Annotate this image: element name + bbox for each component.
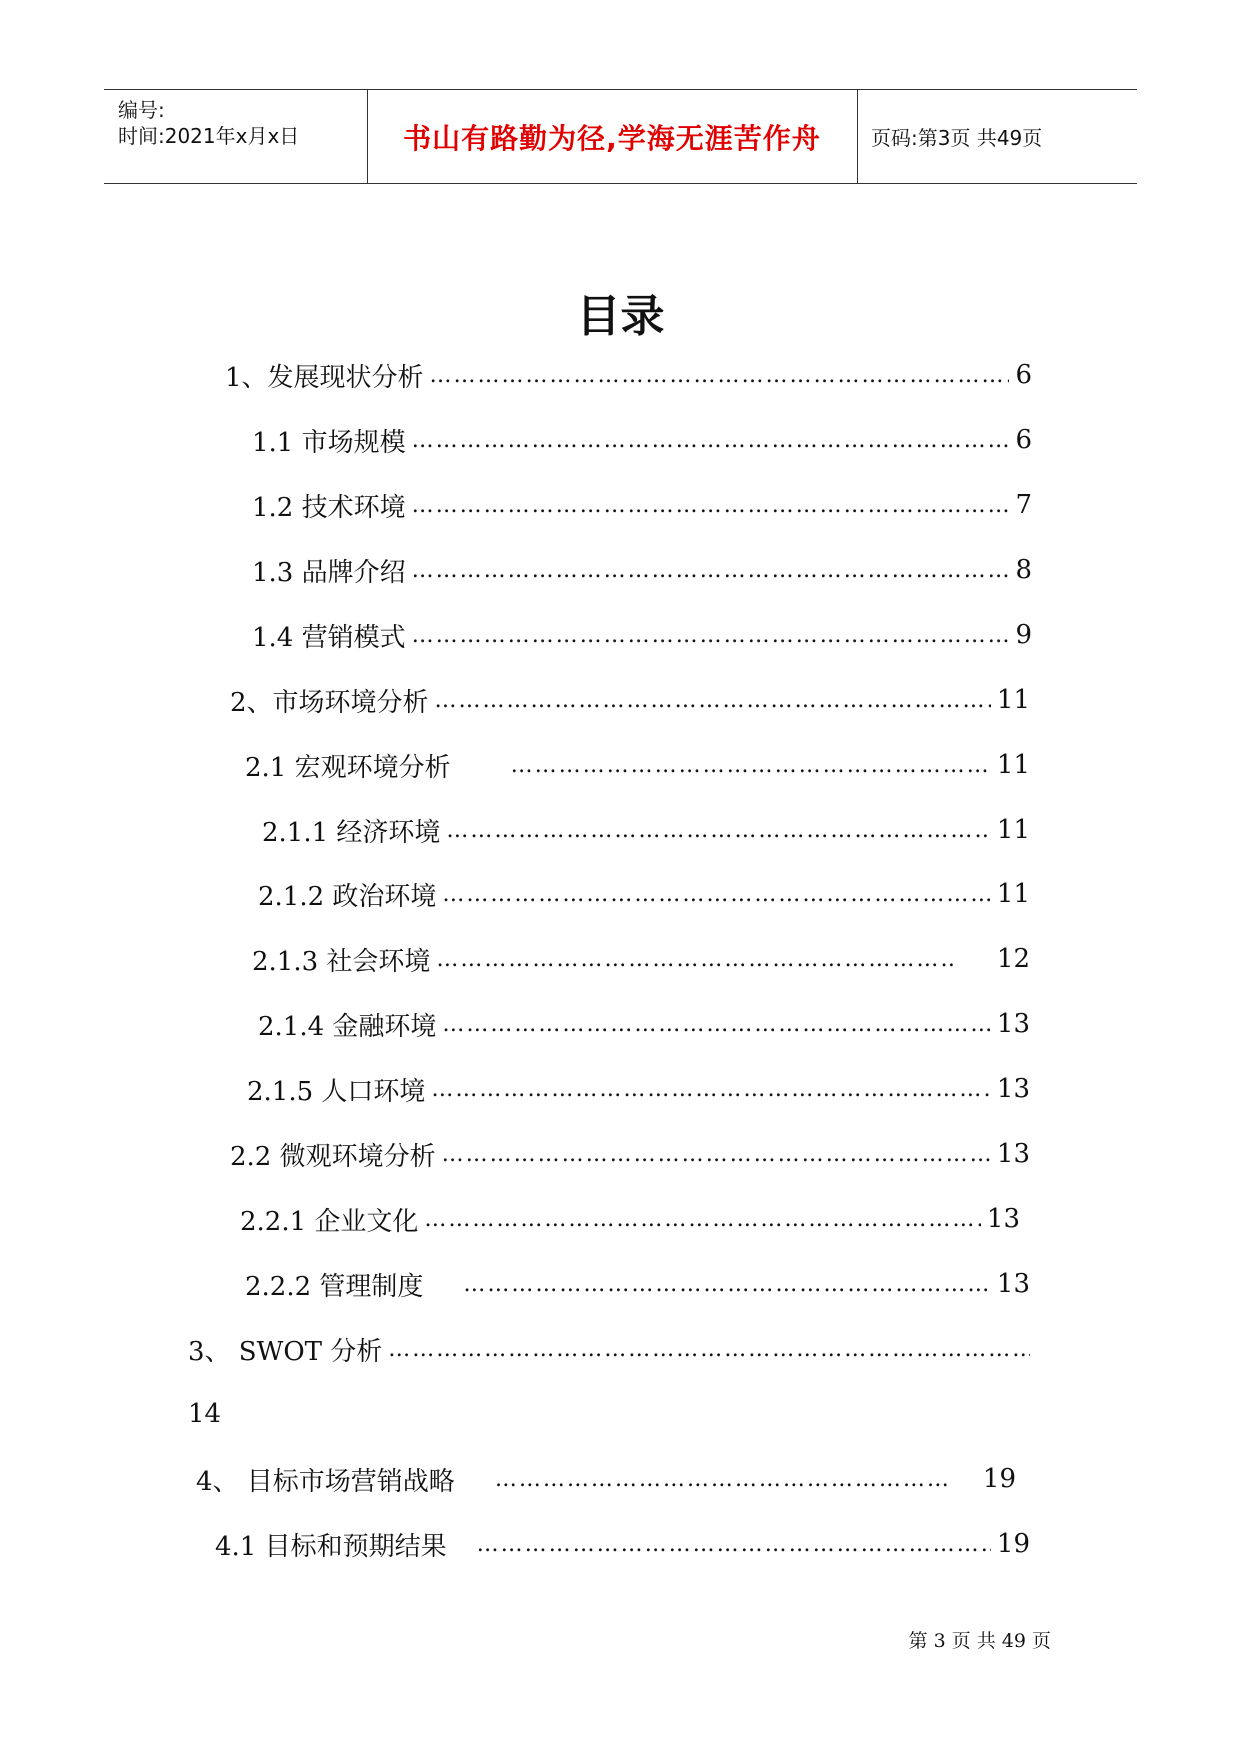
- toc-entry-page: 13: [996, 1074, 1030, 1104]
- toc-entry-page: 11: [996, 879, 1030, 909]
- toc-entry-page: 13: [996, 1139, 1030, 1169]
- toc-entry-page: 7: [1015, 490, 1032, 520]
- toc-leader: [495, 1467, 953, 1492]
- toc-leader: [442, 882, 990, 907]
- toc-leader: [436, 947, 956, 972]
- toc-leader: [430, 363, 1010, 388]
- toc-leader: [412, 558, 1010, 583]
- toc-entry-page: 19: [996, 1529, 1030, 1559]
- toc-entry[interactable]: [225, 355, 1032, 395]
- toc-leader: [435, 688, 991, 713]
- toc-leader: [446, 818, 990, 843]
- toc-entry[interactable]: [245, 745, 1030, 785]
- toc-entry-page: 8: [1015, 555, 1032, 585]
- toc-entry-label: 2.1.2 政治环境: [258, 881, 437, 912]
- toc-entry-page: 11: [996, 685, 1030, 715]
- toc-entry-label: 3、 SWOT 分析: [188, 1336, 383, 1367]
- toc-leader: [424, 1207, 980, 1232]
- toc-entry-page: 6: [1015, 425, 1032, 455]
- toc-entry-label: 2.1.5 人口环境: [247, 1076, 426, 1107]
- toc-entry[interactable]: [230, 680, 1030, 720]
- toc-entry-label: 1、发展现状分析: [225, 362, 424, 393]
- toc-entry[interactable]: [252, 939, 1030, 979]
- toc-leader: [431, 1077, 990, 1102]
- toc-entry-label: 2.1.3 社会环境: [252, 946, 431, 977]
- serial-label: 编号:: [118, 98, 165, 122]
- toc-entry-page: 19: [982, 1464, 1016, 1494]
- toc-leader: [412, 428, 1010, 453]
- toc-entry[interactable]: [252, 420, 1032, 460]
- toc-entry[interactable]: [258, 874, 1030, 914]
- toc-entry-label: 2、市场环境分析: [230, 687, 429, 718]
- toc-entry-label: 2.1 宏观环境分析: [245, 752, 451, 783]
- toc-entry[interactable]: [262, 810, 1030, 850]
- toc-entry-label: 4、 目标市场营销战略: [196, 1466, 455, 1497]
- toc-leader: [388, 1337, 1030, 1362]
- toc-entry[interactable]: [245, 1264, 1030, 1304]
- toc-entry[interactable]: [258, 1004, 1030, 1044]
- page-title: 目录: [576, 291, 665, 342]
- page-footer: 第 3 页 共 49 页: [908, 1630, 1051, 1652]
- toc-entry-label: 2.1.1 经济环境: [262, 817, 441, 848]
- toc-entry-page: 11: [996, 815, 1030, 845]
- toc-entry[interactable]: [252, 485, 1032, 525]
- toc-entry-page: 6: [1015, 360, 1032, 390]
- header-motto: 书山有路勤为径,学海无涯苦作舟: [403, 121, 821, 155]
- toc-entry-label: 4.1 目标和预期结果: [215, 1531, 447, 1562]
- time-label: 时间:2021年x月x日: [118, 124, 300, 148]
- toc-entry-label: 2.1.4 金融环境: [258, 1011, 437, 1042]
- toc-entry-label: 1.3 品牌介绍: [252, 557, 406, 588]
- toc-leader: [442, 1142, 991, 1167]
- toc-entry[interactable]: [247, 1069, 1030, 1109]
- toc-entry-label: 2.2.1 企业文化: [240, 1206, 419, 1237]
- toc-entry[interactable]: [230, 1134, 1030, 1174]
- toc-entry-page: 13: [996, 1269, 1030, 1299]
- toc-entry-label: 1.4 营销模式: [252, 622, 406, 653]
- toc-entry[interactable]: [188, 1329, 1030, 1369]
- toc-entry-label: 2.2 微观环境分析: [230, 1141, 436, 1172]
- toc-leader: [442, 1012, 990, 1037]
- toc-entry[interactable]: [215, 1524, 1030, 1564]
- toc-leader: [463, 1272, 990, 1297]
- toc-entry[interactable]: [196, 1459, 1016, 1499]
- toc-leader: [412, 623, 1010, 648]
- toc-leader: [477, 1532, 991, 1557]
- toc-entry-page: 13: [986, 1204, 1020, 1234]
- toc-entry-page: 11: [996, 750, 1030, 780]
- toc-entry-page: 14: [188, 1399, 222, 1429]
- toc-entry-page: 9: [1015, 620, 1032, 650]
- toc-leader: [412, 493, 1010, 518]
- toc-entry-label: 1.1 市场规模: [252, 427, 406, 458]
- toc-entry-label: 2.2.2 管理制度: [245, 1271, 424, 1302]
- toc-entry-label: 1.2 技术环境: [252, 492, 406, 523]
- toc-entry[interactable]: [252, 550, 1032, 590]
- toc-entry-page: 12: [996, 944, 1030, 974]
- toc-entry-page: 13: [996, 1009, 1030, 1039]
- toc-entry[interactable]: [252, 615, 1032, 655]
- header-page-code: 页码:第3页 共49页: [871, 126, 1043, 150]
- toc-leader: [511, 753, 991, 778]
- toc-entry[interactable]: [240, 1199, 1020, 1239]
